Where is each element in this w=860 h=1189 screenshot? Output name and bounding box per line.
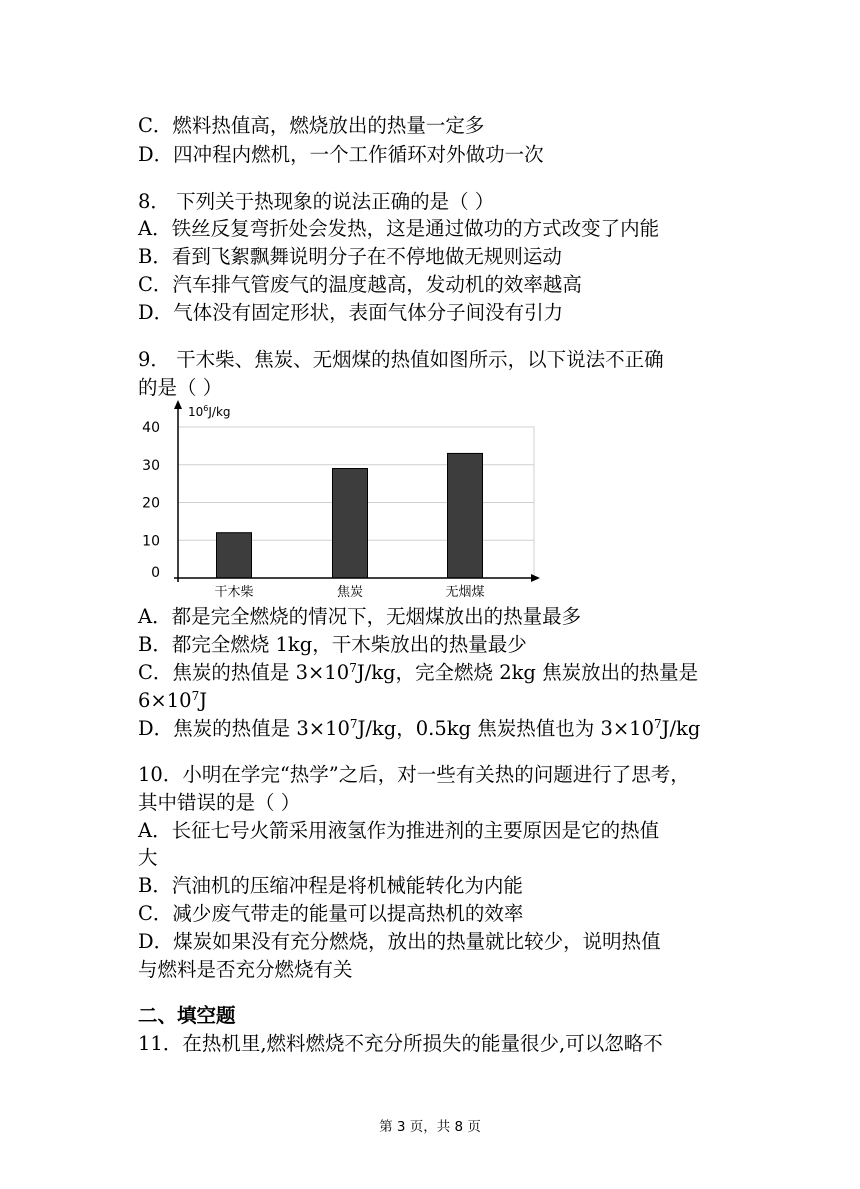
q9-stem-line1: 9． 干木柴、焦炭、无烟煤的热值如图所示，以下说法不正确 xyxy=(138,348,664,371)
chart-category-label: 焦炭 xyxy=(336,585,364,600)
q7-option-d: D．四冲程内燃机，一个工作循环对外做功一次 xyxy=(138,143,544,166)
q10-option-c: C．减少废气带走的能量可以提高热机的效率 xyxy=(138,902,524,925)
chart-bar xyxy=(333,469,368,578)
q10-option-a: A．长征七号火箭采用液氢作为推进剂的主要原因是它的热值 xyxy=(138,819,660,842)
chart-category-label: 无烟煤 xyxy=(445,585,485,600)
q9-option-d: D．焦炭的热值是 $3\times 10^7J/kg$，0.5kg 焦炭热值也为 $3\times 10^7J/kg$ xyxy=(138,717,701,740)
q8-option-c: C．汽车排气管废气的温度越高，发动机的效率越高 xyxy=(138,273,582,296)
chart-y-tick-labels xyxy=(142,420,160,581)
section-heading-fill-blank: 二、填空题 xyxy=(138,1004,236,1027)
chart-y-tick-label: 20 xyxy=(142,495,160,512)
q10-option-d: D．煤炭如果没有充分燃烧，放出的热量就比较少，说明热值 xyxy=(138,930,661,953)
page-footer: 第 3 页，共 8 页 xyxy=(379,1119,481,1135)
q8-option-b: B．看到飞絮飘舞说明分子在不停地做无规则运动 xyxy=(138,245,562,268)
q9-option-c: C．焦炭的热值是 $3\times 10^7J/kg$，完全燃烧 2kg 焦炭放出的热量是 xyxy=(138,661,699,684)
q10-option-d-cont: 与燃料是否充分燃烧有关 xyxy=(138,958,353,981)
q9-option-b: B．都完全燃烧 1kg，干木柴放出的热量最少 xyxy=(138,633,527,656)
q9-option-a: A．都是完全燃烧的情况下，无烟煤放出的热量最多 xyxy=(138,605,582,628)
chart-bar xyxy=(448,453,483,578)
chart-y-axis-arrow xyxy=(174,400,182,409)
q9-option-c-cont: $6\times 10^7J$ xyxy=(138,689,208,712)
q10-stem-line1: 10．小明在学完“热学”之后，对一些有关热的问题进行了思考， xyxy=(138,763,690,786)
chart-category-label: 干木柴 xyxy=(214,585,254,600)
q9-stem-line2: 的是（ ） xyxy=(138,376,223,399)
heat-value-bar-chart xyxy=(130,396,550,601)
q8-stem: 8． 下列关于热现象的说法正确的是（ ） xyxy=(138,190,495,213)
q10-stem-line2: 其中错误的是（ ） xyxy=(138,791,301,814)
q8-option-a: A．铁丝反复弯折处会发热，这是通过做功的方式改变了内能 xyxy=(138,217,660,240)
chart-y-tick-label: 0 xyxy=(151,565,160,581)
chart-bar xyxy=(217,533,252,578)
chart-bars xyxy=(217,453,483,578)
q7-option-c: C．燃料热值高，燃烧放出的热量一定多 xyxy=(138,114,485,137)
q11-stem-line1: 11．在热机里,燃料燃烧不充分所损失的能量很少,可以忽略不 xyxy=(138,1032,663,1055)
q8-option-d: D．气体没有固定形状，表面气体分子间没有引力 xyxy=(138,301,564,324)
chart-y-tick-label: 30 xyxy=(142,457,160,474)
chart-x-axis-arrow xyxy=(531,574,540,582)
chart-category-labels xyxy=(214,584,484,600)
q10-option-b: B．汽油机的压缩冲程是将机械能转化为内能 xyxy=(138,874,523,897)
chart-y-tick-label: 40 xyxy=(142,420,160,436)
chart-unit-label: $10^6J/kg$ xyxy=(188,404,231,419)
chart-y-tick-label: 10 xyxy=(142,533,160,550)
q10-option-a-cont: 大 xyxy=(138,846,158,869)
